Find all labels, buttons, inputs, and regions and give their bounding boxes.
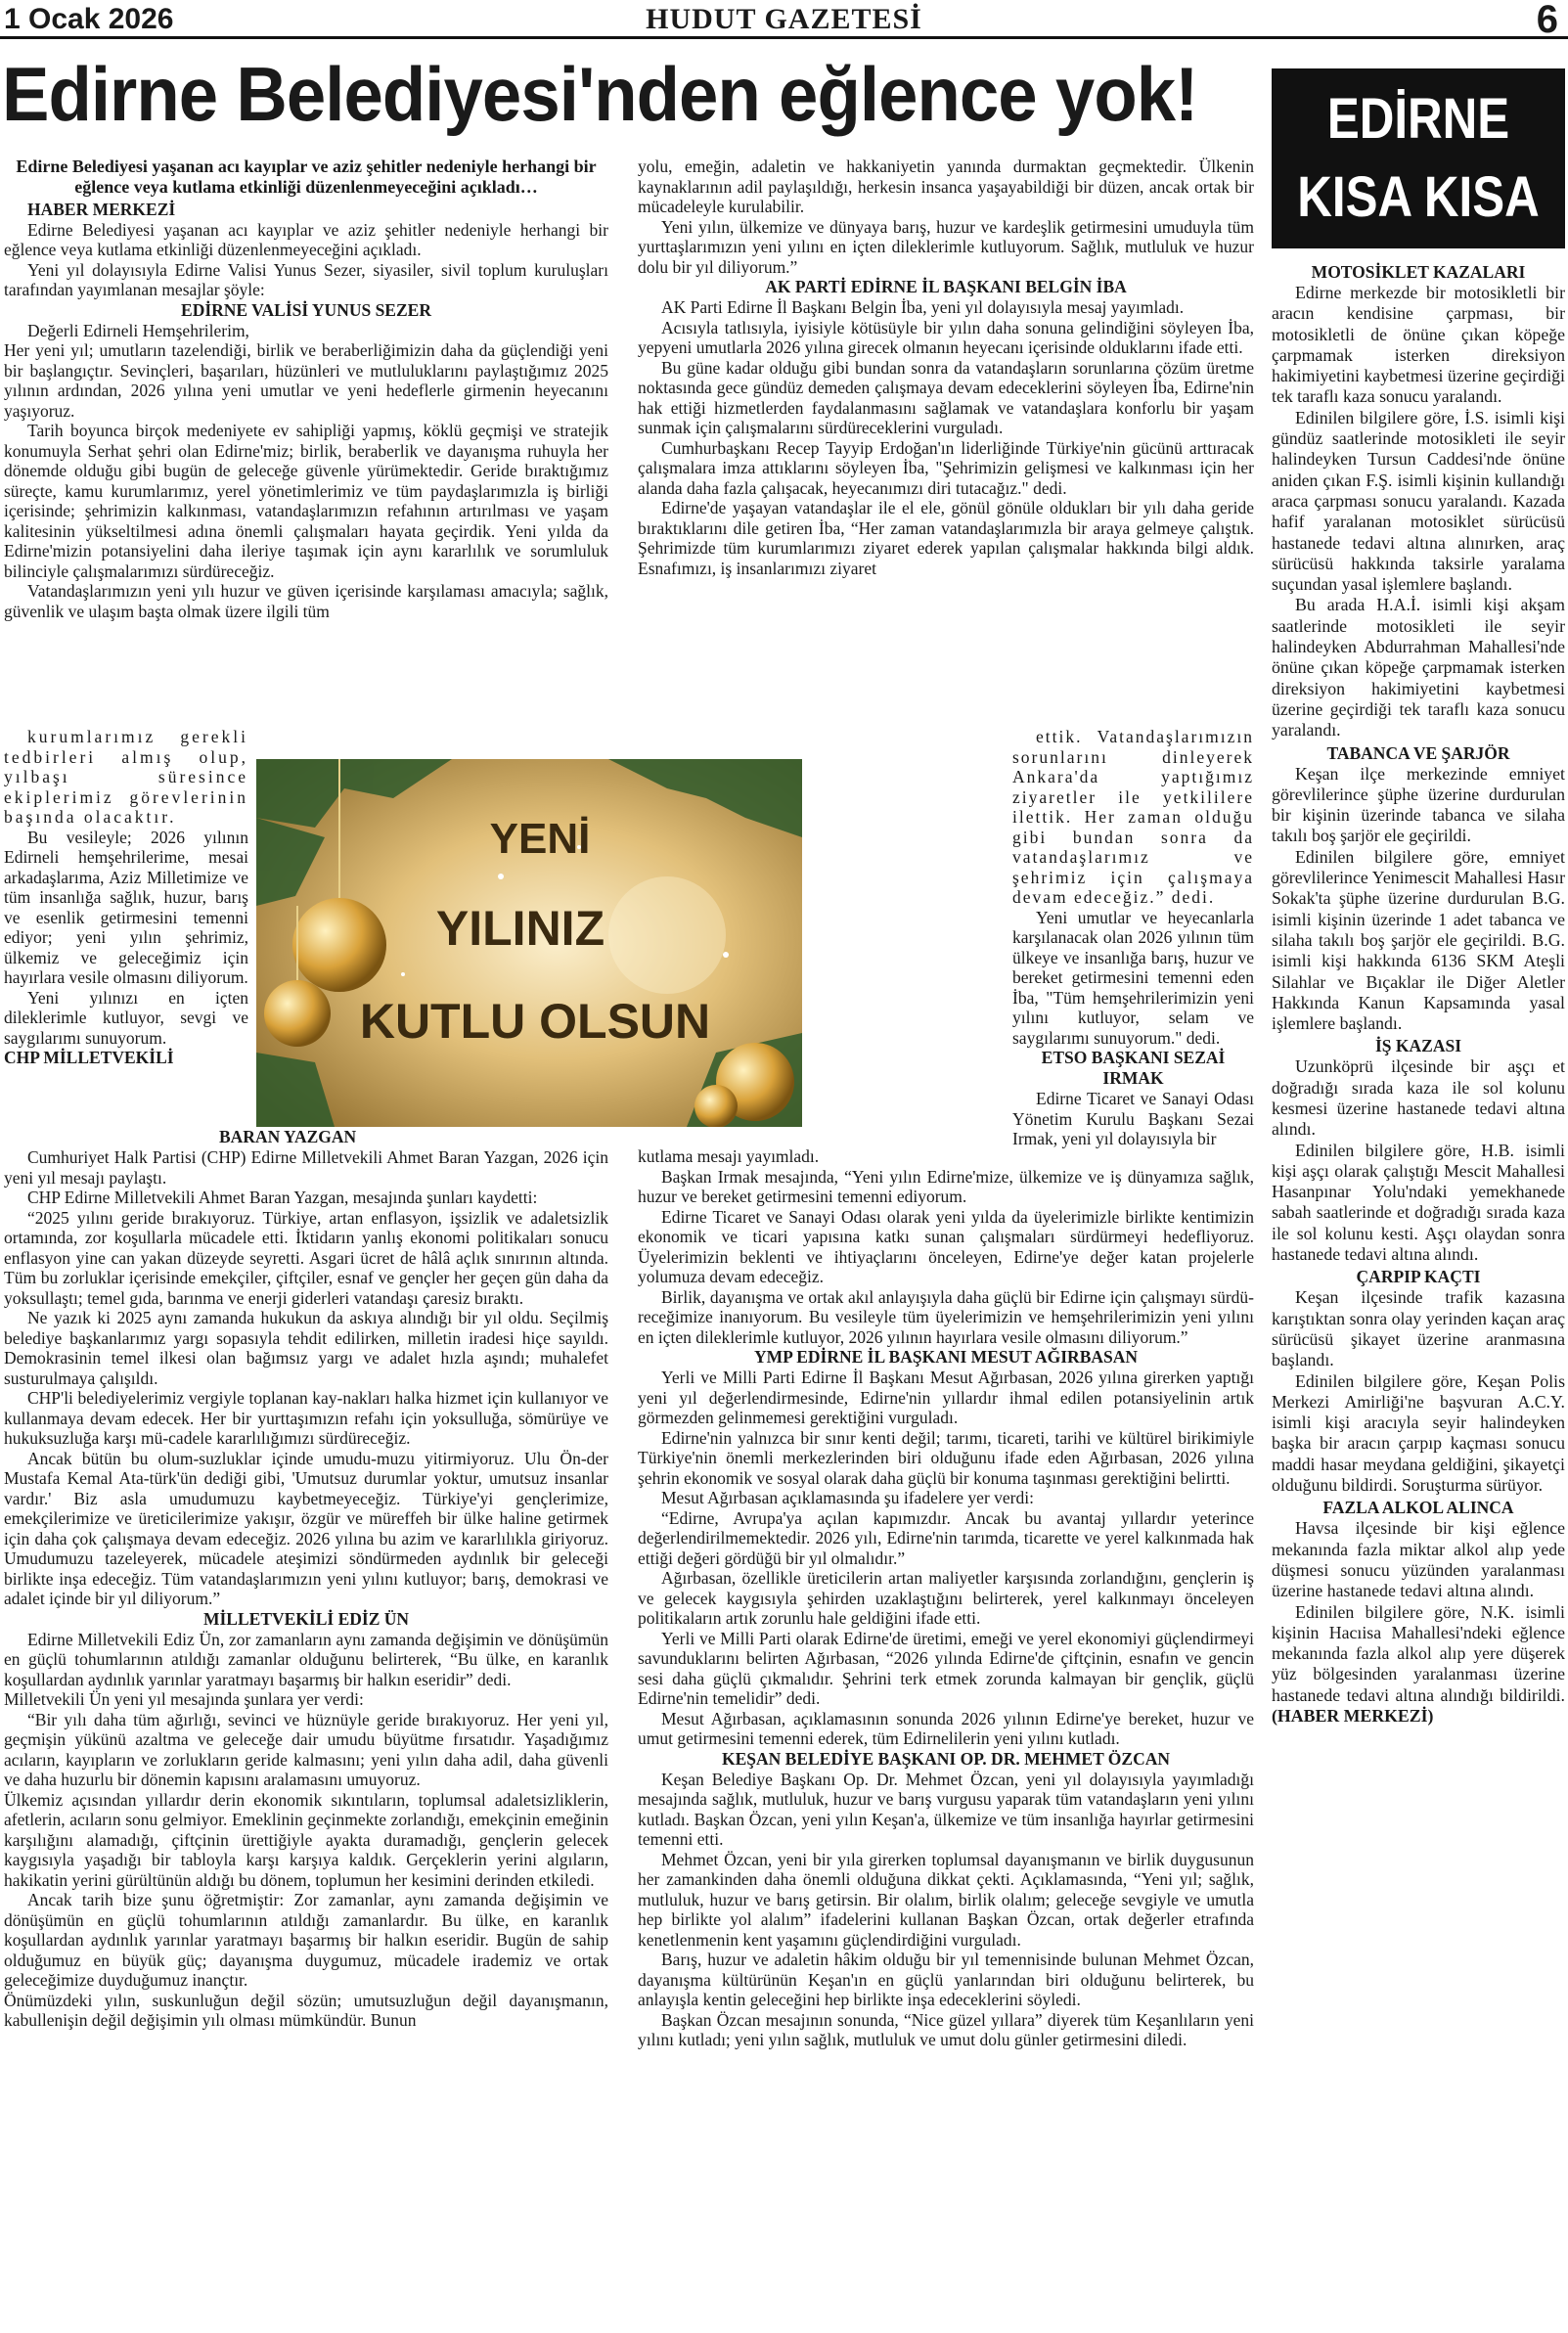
paragraph: “Bir yılı daha tüm ağırlığı, sevinci ve hüznüyle geride bırakıyoruz. Her yeni yıl, geçmişin yükünü azaltma ve geleceğe dair umudu büyütme fırsatıdır. Yaşadığımız acıların, kayıpların ve zorlukların geride kalmasını; yeni yılın daha adil, daha güvenli ve daha huzurlu bir dönemin kapısını aralamasını umuyoruz.	[4, 1709, 608, 1789]
paragraph: AK Parti Edirne İl Başkanı Belgin İba, yeni yıl dolayısıyla mesaj yayımladı.	[661, 297, 1185, 317]
paragraph: Barış, huzur ve adaletin hâkim olduğu bir yıl temennisinde bulunan Mehmet Özcan, dayanışma kültürünün Keşan'ın en güçlü yanlarından biri olduğunu belirterek, bu anlayışla kentin geleceğini hep birlikte inşa edeceklerini söyledi.	[638, 1950, 1254, 2009]
paragraph: Bu güne kadar olduğu gibi bundan sonra da vatandaşların sorunlarına çözüm üretme noktasında gece gündüz demeden çalışmaya devam edeceklerini söyleyen İba, Edirne'nin hak ettiği hizmetlerden faydalanmasını sağlamak ve vatandaşlara konforlu bir yaşam sunmak için çalışmalarını sürdüreceklerini vurguladı.	[638, 357, 1254, 437]
newspaper-name: HUDUT GAZETESİ	[646, 3, 922, 35]
paragraph: Yerli ve Milli Parti Edirne İl Başkanı Mesut Ağırbasan, 2026 yılına girerken yaptığı yeni yıl değerlendirmesinde, Edirne'nin yıllardır ihmal edilen potansiyelinin artık görmezden gelinmemesi gerektiğini vurguladı.	[638, 1368, 1254, 1427]
article-column-a	[4, 157, 608, 621]
paragraph: Ancak bütün bu olum-suzluklar içinde umudu-muzu yitirmiyoruz. Ulu Ön-der Mustafa Kemal Ata-türk'ün dediği gibi, 'Umutsuz durumlar yoktur, umutsuz insanlar vardır.' Biz asla umudumuzu kaybetmeyeceğiz. Türkiye'yi gençlerimize, emekçilerimize ve üreticilerimize yakışır, özgür ve müreffeh bir ülke haline getirmek için daha çok çalışmaya devam edeceğiz. 2026 yılına bu azim ve kararlılıkla giriyoruz. Umudumuzu tazeleyerek, mücadele ateşimizi söndürmeden aydınlık bir geleceği birlikte inşa edeceğiz. Tüm vatandaşlarımızın yeni yılını kutluyor; barış, demokrasi ve adalet içinde bir yıl diliyorum.”	[4, 1448, 608, 1608]
paragraph: Edirne Ticaret ve Sanayi Odası olarak yeni yılda da üyelerimizle birlikte kentimizin ekonomik ve ticari yapısına katkı sunan çalışmaları sürdürmeyi hedefliyoruz. Üyelerimizin beklenti ve ihtiyaçlarını önceleyen, Edirne'ye değer katan projelerle yolumuza devam edeceğiz.	[638, 1206, 1254, 1286]
paragraph: Milletvekili Ün yeni yıl mesajında şunlara yer verdi:	[4, 1689, 364, 1709]
paragraph: Edinilen bilgilere göre, Keşan Polis Merkezi Amirliği'ne başvuran A.C.Y. isimli kişi aracıyla seyir halindeyken başka bir aracın çarpıp kaçması sonucu maddi hasar meydana geldiğini, şikayetçi olduğunu bildirdi. Soruşturma sürüyor.	[1272, 1370, 1565, 1496]
subheading: EDİRNE VALİSİ YUNUS SEZER	[181, 299, 431, 320]
paragraph: Yerli ve Milli Parti olarak Edirne'de üretimi, emeği ve yerel ekonomiyi güçlendirmeyi savunduklarını belirten Ağırbasan, “2026 yılında Edirne'de çiftçinin, esnafın ve gencin sesi daha güçlü çıkmalıdır. Şehrini terk etmek zorunda kalmayan bir gençlik, güçlü Edirne'nin temelidir” dedi.	[638, 1628, 1254, 1708]
paragraph: Ne yazık ki 2025 aynı zamanda hukukun da askıya alındığı bir yıl oldu. Seçilmiş belediye başkanlarımız yargı sopasıyla tehdit edilirken, milletin iradesi hiçe sayıldı. Demokrasinin temel ilkesi olan bağımsız yargı ve adalet hızla aşındı; muhalefet susturulmaya çalışıldı.	[4, 1308, 608, 1388]
sidebar-heading: İŞ KAZASI	[1374, 1036, 1462, 1056]
paragraph: ettik. Vatandaşlarımızın sorunlarını dinleyerek Ankara'da yaptığımız ziyaretler ile yetkililere ilettik. Her zaman olduğu gibi bundan sonra da vatandaşlarımız ve şehrimiz için çalışmaya devam edeceğiz.” dedi.	[1012, 727, 1254, 907]
paragraph: Değerli Edirneli Hemşehrilerim,	[27, 320, 249, 340]
paragraph: Ağırbasan, özellikle üreticilerin artan maliyetler karşısında zorlandığını, gençlerin iş ve gelecek kaygısıyla şehirden uzaklaştığını belirterek, yerel kalkınmayı önceleyen politikaların artık zorunlu hale geldiğini ifade etti.	[638, 1568, 1254, 1628]
paragraph: Önümüzdeki yılın, suskunluğun değil sözün; umutsuzluğun değil dayanışmanın, kabullenişin değil değişimin yılı olması mümkündür. Bunun	[4, 1990, 608, 2030]
paragraph: “Edirne, Avrupa'ya açılan kapımızdır. Ancak bu avantaj yıllardır yeterince değerlendirilmemektedir. 2026 yılı, Edirne'nin tarımda, ticarette ve yerel kalkınmada hak ettiği değeri gördüğü bir yıl olmalıdır.”	[638, 1507, 1254, 1568]
paragraph: Mesut Ağırbasan, açıklamasının sonunda 2026 yılının Edirne'ye bereket, huzur ve umut getirmesini temenni ederek, tüm Edirnelilerin yeni yılını kutladı.	[638, 1708, 1254, 1748]
issue-date: 1 Ocak 2026	[4, 3, 174, 35]
paragraph: Edirne Ticaret ve Sanayi Odası Yönetim Kurulu Başkanı Sezai Irmak, yeni yıl dolayısıyla bir	[1012, 1089, 1254, 1148]
paragraph: CHP'li belediyelerimiz vergiyle toplanan kay-nakları halka hizmet için kullanıyor ve kullanmaya devam edecek. Her bir yurttaşımızın refahı için yoksulluğa, sömürüye ve hukuksuzluğa karşı mü-cadele kararlılığımızı sürdüreceğiz.	[4, 1388, 608, 1448]
paragraph: Keşan Belediye Başkanı Op. Dr. Mehmet Özcan, yeni yıl dolayısıyla yayımladığı mesajında sağlık, mutluluk, huzur ve barış vurgusu yaparak tüm vatandaşların yeni yılını kutladı. Başkan Özcan, yeni yılın Keşan'a, ülkemize ve tüm insanlığa hayırlar getirmesini temenni etti.	[638, 1769, 1254, 1849]
paragraph: Edirne Belediyesi yaşanan acı kayıplar ve aziz şehitler nedeniyle herhangi bir eğlence veya kutlama etkinliği düzenlenmeyeceğini açıkladı.	[4, 219, 608, 259]
paragraph: Vatandaşlarımızın yeni yılı huzur ve güven içerisinde karşılaması amacıyla; sağlık, güvenlik ve ulaşım başta olmak üzere ilgili tüm	[4, 581, 608, 621]
paragraph: Birlik, dayanışma ve ortak akıl anlayışıyla daha güçlü bir Edirne için çalışmayı sürdü-receğimize inanıyorum. Bu vesileyle tüm üyelerimizin ve hemşehrilerimizin yeni yılını en içten dileklerimle kutluyor, 2026 yılının hayırlara vesile olmasını diliyorum.”	[638, 1286, 1254, 1347]
paragraph-text: Edinilen bilgilere göre, N.K. isimli kişinin Hacıisa Mahallesi'ndeki eğlence mekanında fazla alkol alıp yere düşerek yüz bölgesinden yaralanması üzerine hastanede tedavi altına alındığı bildirildi.	[1272, 1601, 1565, 1705]
subheading: YMP EDİRNE İL BAŞKANI MESUT AĞIRBASAN	[753, 1347, 1139, 1367]
paragraph: Cumhuriyet Halk Partisi (CHP) Edirne Milletvekili Ahmet Baran Yazgan, 2026 için yeni yıl mesajı paylaştı.	[4, 1147, 608, 1188]
subheading: ETSO BAŞKANI SEZAİ IRMAK	[1041, 1048, 1226, 1088]
paragraph: Keşan ilçe merkezinde emniyet görevlilerince şüphe üzerine durdurulan bir kişinin üzerinde tabanca ve silaha takılı boş şarjör ele geçirildi.	[1272, 763, 1565, 846]
article-column-a-lower	[4, 1127, 608, 2031]
paragraph: Bu vesileyle; 2026 yılının Edirneli hemşehrilerime, mesai arkadaşlarıma, Aziz Milletimize ve tüm insanlığa sağlık, huzur, barış ve esenlik getirmesini temenni ediyor; yeni yılın şehrimiz, ülkemiz ve geleceğimiz için hayırlara vesile olmasını diliyorum.	[4, 827, 248, 987]
subheading: CHP MİLLETVEKİLİ	[4, 1048, 174, 1067]
paragraph: “2025 yılını geride bırakıyoruz. Türkiye, artan enflasyon, işsizlik ve adaletsizlik ortamında, zor koşullarla mücadele etti. İktidarın yanlış ekonomi politikaları sonucu enflasyon yine can yakan düzeyde seyretti. Asgari ücret de hâlâ açlık sınırının altında. Tüm bu zorluklar içerisinde emekçiler, çiftçiler, esnaf ve gençler her geçen gün daha da yoksullaştı; temel gıda, barınma ve enerji giderleri vatandaşı çaresiz bıraktı.	[4, 1207, 608, 1308]
subheading: AK PARTİ EDİRNE İL BAŞKANI BELGİN İBA	[765, 277, 1127, 296]
sidebar-title-box	[1272, 68, 1565, 248]
sidebar-heading: FAZLA ALKOL ALINCA	[1322, 1498, 1514, 1518]
greeting-line-1: YENİ	[489, 815, 591, 863]
paragraph: Edirne Milletvekili Ediz Ün, zor zamanların aynı zamanda değişimin ve dönüşümün en güçlü tohumlarının atıldığı zamanlar olduğunu belirterek, “Bu ülke, en karanlık koşullardan aydınlık yarınlar yaratmayı başarmış bir halkın eseridir” dedi.	[4, 1629, 608, 1689]
paragraph: Keşan ilçesinde trafik kazasına karıştıktan sonra olay yerinden kaçan araç sürücüsü şikayet üzerine aranmasına başlandı.	[1272, 1287, 1565, 1370]
subheading: BARAN YAZGAN	[219, 1127, 357, 1146]
paragraph: Başkan Irmak mesajında, “Yeni yılın Edirne'mize, ülkemize ve iş dünyamıza sağlık, huzur ve bereket getirmesini temenni ediyorum.	[638, 1166, 1254, 1206]
sidebar-heading: ÇARPIP KAÇTI	[1356, 1267, 1481, 1287]
article-column-b-lower	[638, 1146, 1254, 2050]
paragraph: Tarih boyunca birçok medeniyete ev sahipliği yapmış, köklü geçmişi ve stratejik konumuyla Serhat şehri olan Edirne'miz; birlik, beraberlik ve dayanışma ruhuyla her dönemde olduğu gibi bugün de geleceğe güvenle yürümektedir. Geride bıraktığımız süreçte, kamu kurumlarımız, yerel yönetimlerimiz ve tüm paydaşlarımızla iş birliği içerisinde; şehrimizin kalkınması, vatandaşlarımızın refahının artırılması ve yaşam kalitesinin yükseltilmesi adına önemli çalışmaları hayata geçirdik. Yeni yılda da Edirne'mizin potansiyelini daha ileriye taşımak için aynı kararlılık ve sorumluluk bilinciyle çalışmalarımızı sürdüreceğiz.	[4, 421, 608, 581]
wrap-text-right	[1012, 727, 1254, 1149]
paragraph: Ancak tarih bize şunu öğretmiştir: Zor zamanlar, aynı zamanda değişimin ve dönüşümün en güçlü tohumlarının atıldığı zamanlardır. Bu ülke, en karanlık koşullardan aydınlık yarınlar yaratmayı başarmış bir halkın eseridir. Bugün de sahip olduğumuz en büyük güç; dayanışma duygumuz, mücadele irademiz ve ortak geleceğimize duyduğumuz inançtır.	[4, 1890, 608, 1990]
paragraph: Havsa ilçesinde bir kişi eğlence mekanında fazla miktar alkol alıp yede düşmesi sonucu yüzünden yaralanması üzerine hastanede tedavi altına alındı.	[1272, 1518, 1565, 1601]
paragraph: Ülkemiz açısından yıllardır derin ekonomik sıkıntıların, toplumsal adaletsizliklerin, afetlerin, acıların sonu gelmiyor. Emeklinin geçinmekte zorlandığı, emekçinin emeğinin karşılığını alamadığı, çiftçinin ürettiğiyle ayakta duramadığı, gençlerin gelecek kaygısıyla yaşadığı bir tabloyla karşı karşıya kaldık. Gerçeklerin yerini algıların, hakikatin yerini gürültünün aldığı bu dönem, toplumun her kesimini derinden etkiledi.	[4, 1789, 608, 1890]
paragraph: Yeni yılın, ülkemize ve dünyaya barış, huzur ve kardeşlik getirmesini umuduyla tüm yurttaşlarımızın yeni yılını en içten dileklerimle kutluyorum. Sağlık, mutluluk ve huzur dolu bir yıl diliyorum.”	[638, 216, 1254, 277]
paragraph: CHP Edirne Milletvekili Ahmet Baran Yazgan, mesajında şunları kaydetti:	[27, 1188, 538, 1207]
greeting-line-3: KUTLU OLSUN	[359, 994, 711, 1049]
paragraph: Edinilen bilgilere göre, İ.S. isimli kişi gündüz saatlerinde motosikleti ile seyir halindeyken Tursun Caddesi'nde önüne aniden çıkan F.Ş. isimli kişinin kullandığı araca çarpması sonucu yaralandı. Kazada hafif yaralanan motosiklet sürücüsü hastanede tedavi altına alınırken, araç sürücüsü hakkında taksirle yaralama suçundan yasal işlemlere başlandı.	[1272, 407, 1565, 595]
paragraph: Yeni umutlar ve heyecanlarla karşılanacak olan 2026 yılının tüm ülkeye ve insanlığa barış, huzur ve bereket getirmesini temenni eden İba, "Tüm hemşehrilerimizin yeni yılını kutluyor, selam ve saygılarımı sunuyorum." dedi.	[1012, 907, 1254, 1048]
paragraph: Edirne merkezde bir motosikletli bir aracın kendisine çarpması, bir motosikletli de önüne çıkan köpeğe çarpmamak isterken direksiyon hakimiyetini kaybetmesi üzerine geçirdiği tek taraflı kaza sonucu yaralandı.	[1272, 283, 1565, 407]
paragraph: Başkan Özcan mesajının sonunda, “Nice güzel yıllara” diyerek tüm Keşanlıların yeni yılını kutladı; yeni yılın sağlık, mutluluk ve umut dolu günler getirmesini diledi.	[638, 2009, 1254, 2049]
paragraph: kurumlarımız gerekli tedbirleri almış olup, yılbaşı süresince ekiplerimiz görevlerinin başında olacaktır.	[4, 727, 248, 827]
greeting-line-2: YILINIZ	[435, 901, 605, 956]
paragraph: Edirne'nin yalnızca bir sınır kenti değil; tarımı, ticareti, tarihi ve kültürel birikimiyle Türkiye'nin önemli merkezlerinden biri olduğunu ifade eden Ağırbasan, 2026 yılına şehrin ekonomik ve sosyal olarak daha güçlü bir konuma taşınması gerektiğini belirtti.	[638, 1427, 1254, 1488]
paragraph: Bu arada H.A.İ. isimli kişi akşam saatlerinde motosikleti ile seyir halindeyken Abdurrahman Mahallesi'nde önüne çıkan köpeğe çarpmamak isterken direksiyon hakimiyetini kaybetmesi üzerine geçirdiği tek taraflı kaza sonucu yaralandı.	[1272, 595, 1565, 740]
sidebar-heading: MOTOSİKLET KAZALARI	[1311, 262, 1526, 282]
byline: HABER MERKEZİ	[27, 200, 176, 219]
paragraph: Edirne'de yaşayan vatandaşlar ile el ele, gönül gönüle oldukları bir yılı daha geride bıraktıklarını dile getiren İba, “Her zaman vatandaşlarımızla bir araya gelmeye çalıştık. Şehrimizde tüm kurumlarımızı ziyaret ederek yapılan çalışmalar hakkında bilgi aldık. Esnafımızı, iş insanlarımızı ziyaret	[638, 498, 1254, 578]
sidebar-column	[1272, 260, 1565, 1727]
masthead	[0, 0, 1568, 39]
subheading: MİLLETVEKİLİ EDİZ ÜN	[202, 1608, 410, 1629]
paragraph: Acısıyla tatlısıyla, iyisiyle kötüsüyle bir yılın daha sonuna gelindiğini söyleyen İba, yepyeni umutlarla 2026 yılına girecek olmanın heyecanı içerisinde olduklarını ifade etti.	[638, 317, 1254, 357]
paragraph: Mehmet Özcan, yeni bir yıla girerken toplumsal dayanışmanın ve birlik duygusunun her zamankinden daha önemli olduğuna dikkat çekti. Açıklamasında, “Yeni yıl; sağlık, mutluluk, huzur ve barış getirsin. Bir olalım, birlik olalım; geleceğe sevgiyle ve umutla hep birlikte yol alalım” ifadelerini kullanan Başkan Özcan, ortak değerler etrafında kenetlenmenin kent yaşamını güçlendirdiğini vurguladı.	[638, 1849, 1254, 1950]
paragraph: Edinilen bilgilere göre, emniyet görevlilerince Yenimescit Mahallesi Hasır Sokak'ta şüphe üzerine durdurulan B.G. isimli kişinin üzerinde 1 adet tabanca ve silaha takılı boş şarjör ele geçirildi. B.G. isimli kişi hakkında 6136 SKM Ateşli Silahlar ve Bıçaklar ile Diğer Aletler Hakkında Kanun Kapsamında yasal işlemlere başlandı.	[1272, 846, 1565, 1034]
paragraph: Uzunköprü ilçesinde bir aşçı et doğradığı sırada kaza ile sol kolunu kesmesi üzerine hastanede tedavi altına alındı.	[1272, 1056, 1565, 1140]
paragraph: Yeni yılınızı en içten dileklerimle kutluyor, sevgi ve saygılarımı sunuyorum.	[4, 987, 248, 1048]
paragraph: kutlama mesajı yayımladı.	[638, 1146, 820, 1166]
source-credit: (HABER MERKEZİ)	[1272, 1706, 1434, 1726]
article-column-b	[638, 157, 1254, 578]
sidebar-title-2: KISA KISA	[1297, 165, 1540, 229]
new-year-photo	[256, 759, 802, 1127]
headline: Edirne Belediyesi'nden eğlence yok!	[2, 51, 1198, 137]
paragraph: Her yeni yıl; umutların tazelendiği, birlik ve beraberliğimizin daha da güçlendiği yeni bir başlangıçtır. Sevinçleri, başarıları, hüzünleri ve mutluluklarını paylaştığımız 2025 yılının ardından, 2026 yılına yeni umutlar ve yeni hedeflerle girmenin heyecanını yaşıyoruz.	[4, 340, 608, 421]
page-number: 6	[1536, 0, 1558, 41]
paragraph: yolu, emeğin, adaletin ve hakkaniyetin yanında durmaktan geçmektedir. Ülkenin kaynaklarının adil paylaşıldığı, herkesin insanca yaşayabildiği bir düzen, ancak ortak bir mücadeleyle kurulabilir.	[638, 157, 1254, 216]
paragraph	[1272, 1602, 1565, 1727]
lead-paragraph: Edirne Belediyesi yaşanan acı kayıplar ve aziz şehitler nedeniyle herhangi bir eğlence veya kutlama etkinliği düzenlenmeyeceğini açıkladı…	[16, 157, 597, 197]
paragraph: Edinilen bilgilere göre, H.B. isimli kişi aşçı olarak çalıştığı Mescit Mahallesi Hasanpınar Yolu'ndaki yemekhanede sabah saatlerinde et doğradığı sırada kaza ile sol kolunu kesti. Aşçı olaydan sonra hastanede tedavi altına alındı.	[1272, 1140, 1565, 1265]
new-year-illustration	[256, 759, 802, 1127]
paragraph: Mesut Ağırbasan açıklamasında şu ifadelere yer verdi:	[661, 1488, 1034, 1507]
paragraph: Yeni yıl dolayısıyla Edirne Valisi Yunus Sezer, siyasiler, sivil toplum kuruluşları tarafından yayımlanan mesajlar şöyle:	[4, 259, 608, 299]
subheading: KEŞAN BELEDİYE BAŞKANI OP. DR. MEHMET ÖZCAN	[722, 1748, 1170, 1769]
wrap-text-left	[4, 727, 248, 1068]
sidebar-title-1: EDİRNE	[1326, 87, 1510, 151]
sidebar-heading: TABANCA VE ŞARJÖR	[1326, 742, 1510, 763]
paragraph: Cumhurbaşkanı Recep Tayyip Erdoğan'ın liderliğinde Türkiye'nin gücünü arttıracak çalışmalara imza attıklarını söyleyen İba, "Şehrimizin gelişmesi ve kalkınması için her alanda daha fazla çalışacak, heyecanımızı diri tutacağız." dedi.	[638, 437, 1254, 498]
